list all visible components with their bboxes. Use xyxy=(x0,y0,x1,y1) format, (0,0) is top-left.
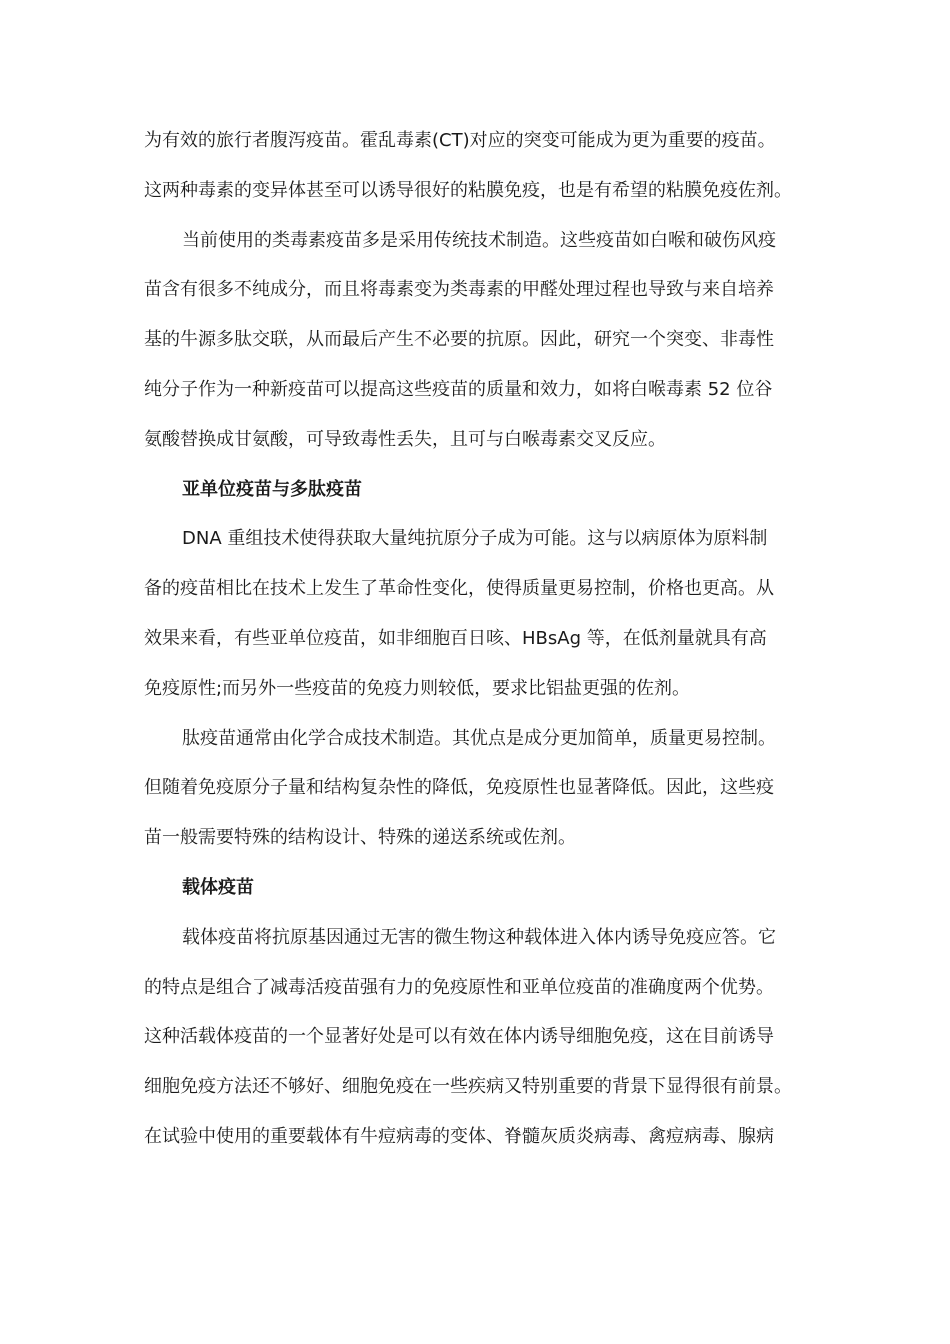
paragraph-start-line: 载体疫苗将抗原基因通过无害的微生物这种载体进入体内诱导免疫应答。它 xyxy=(182,926,776,948)
section-heading: 载体疫苗 xyxy=(182,876,254,898)
paragraph-start-line: DNA 重组技术使得获取大量纯抗原分子成为可能。这与以病原体为原料制 xyxy=(182,528,768,550)
section-heading: 亚单位疫苗与多肽疫苗 xyxy=(182,478,362,500)
body-text-line: 苗含有很多不纯成分，而且将毒素变为类毒素的甲醛处理过程也导致与来自培养 xyxy=(144,279,774,301)
body-text-line: 这种活载体疫苗的一个显著好处是可以有效在体内诱导细胞免疫，这在目前诱导 xyxy=(144,1026,774,1048)
document-body xyxy=(144,116,820,1162)
body-text-line: 的特点是组合了减毒活疫苗强有力的免疫原性和亚单位疫苗的准确度两个优势。 xyxy=(144,976,774,998)
body-text-line: 免疫原性;而另外一些疫苗的免疫力则较低，要求比铝盐更强的佐剂。 xyxy=(144,677,691,699)
body-text-line: 基的牛源多肽交联，从而最后产生不必要的抗原。因此，研究一个突变、非毒性 xyxy=(144,329,774,351)
body-text-line: 但随着免疫原分子量和结构复杂性的降低，免疫原性也显著降低。因此，这些疫 xyxy=(144,777,774,799)
paragraph-start-line: 肽疫苗通常由化学合成技术制造。其优点是成分更加简单，质量更易控制。 xyxy=(182,727,776,749)
body-text-line: 备的疫苗相比在技术上发生了革命性变化，使得质量更易控制，价格也更高。从 xyxy=(144,578,774,600)
body-text-line: 为有效的旅行者腹泻疫苗。霍乱毒素(CT)对应的突变可能成为更为重要的疫苗。 xyxy=(144,130,776,151)
body-text-line: 细胞免疫方法还不够好、细胞免疫在一些疾病又特别重要的背景下显得很有前景。 xyxy=(144,1076,792,1098)
body-text-line: 这两种毒素的变异体甚至可以诱导很好的粘膜免疫，也是有希望的粘膜免疫佐剂。 xyxy=(144,179,792,201)
body-text-line: 在试验中使用的重要载体有牛痘病毒的变体、脊髓灰质炎病毒、禽痘病毒、腺病 xyxy=(144,1125,774,1147)
body-text-line: 苗一般需要特殊的结构设计、特殊的递送系统或佐剂。 xyxy=(144,827,576,849)
body-text-line: 氨酸替换成甘氨酸，可导致毒性丢失，且可与白喉毒素交叉反应。 xyxy=(144,428,666,450)
paragraph-start-line: 当前使用的类毒素疫苗多是采用传统技术制造。这些疫苗如白喉和破伤风疫 xyxy=(182,229,776,251)
body-text-line: 纯分子作为一种新疫苗可以提高这些疫苗的质量和效力，如将白喉毒素 52 位谷 xyxy=(144,378,773,400)
body-text-line: 效果来看，有些亚单位疫苗，如非细胞百日咳、HBsAg 等，在低剂量就具有高 xyxy=(144,627,767,649)
